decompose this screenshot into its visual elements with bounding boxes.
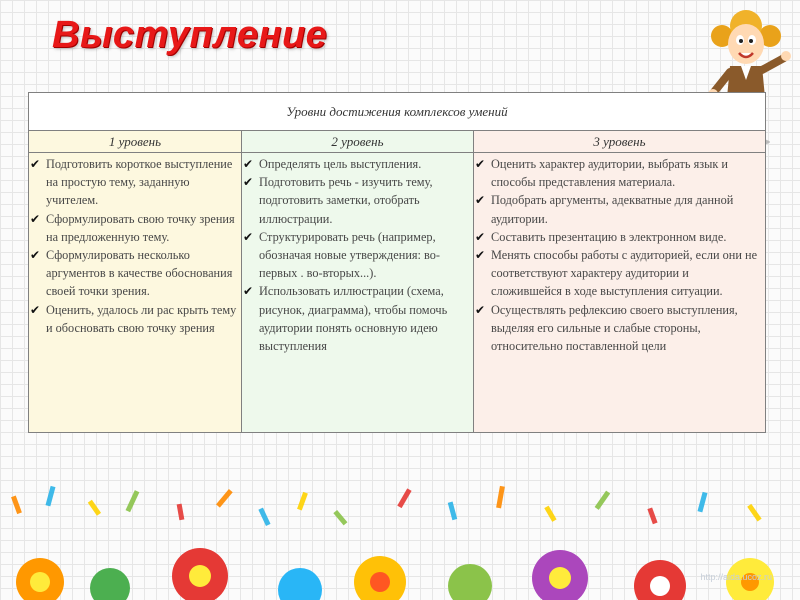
list-item — [475, 246, 761, 301]
list-item — [243, 155, 469, 173]
level-3-cell — [474, 153, 766, 433]
list-item-text: Подготовить короткое выступление на простую тему, заданную учителем. — [46, 157, 233, 208]
list-item — [243, 173, 469, 228]
list-item — [30, 210, 237, 246]
check-mark-icon: ✔ — [475, 229, 486, 244]
check-mark-icon: ✔ — [30, 211, 41, 226]
check-mark-icon: ✔ — [243, 157, 254, 171]
level-2-cell — [242, 153, 474, 433]
list-item — [30, 301, 237, 337]
page-title: Выступление — [52, 14, 328, 56]
list-item — [475, 155, 761, 191]
list-item-text: Оценить характер аудитории, выбрать язык и способы представления материала. — [491, 157, 728, 190]
table-header: Уровни достижения комплексов умений — [29, 93, 766, 131]
list-item-text: Составить презентацию в электронном виде. — [491, 229, 727, 244]
check-mark-icon: ✔ — [475, 302, 486, 317]
check-mark-icon: ✔ — [475, 157, 486, 171]
flowers-decoration — [0, 478, 800, 600]
level-1-list — [29, 153, 241, 337]
list-item-text: Определять цель выступления. — [259, 157, 422, 171]
level-2-list — [242, 153, 473, 355]
check-mark-icon: ✔ — [243, 175, 254, 190]
level-3-list — [474, 153, 765, 355]
skills-table — [28, 92, 766, 433]
check-mark-icon: ✔ — [475, 193, 486, 208]
list-item-text: Подготовить речь - изучить тему, подготовить заметки, отобрать иллюстрации. — [259, 175, 433, 226]
level-3-heading: 3 уровень — [474, 131, 766, 153]
list-item-text: Использовать иллюстрации (схема, рисунок, диаграмма), чтобы помочь аудитории понять основную идею выступления — [259, 284, 448, 354]
list-item — [475, 191, 761, 227]
list-item — [475, 301, 761, 356]
level-1-cell — [29, 153, 242, 433]
list-item-text: Подобрать аргументы, адекватные для данной аудитории. — [491, 193, 734, 226]
list-item-text: Осуществлять рефлексию своего выступления, выделяя его сильные и слабые стороны, относительно поставленной цели — [491, 302, 738, 354]
check-mark-icon: ✔ — [30, 157, 41, 171]
list-item — [30, 246, 237, 301]
list-item-text: Менять способы работы с аудиторией, если они не соответствуют характеру аудитории и сложившейся в ходе выступления ситуации. — [491, 248, 758, 299]
list-item — [475, 228, 761, 246]
list-item-text: Структурировать речь (например, обозначая новые утверждения: во-первых . во-вторых...). — [259, 229, 441, 281]
check-mark-icon: ✔ — [475, 248, 486, 263]
list-item-text: Сформулировать свою точку зрения на предложенную тему. — [46, 211, 235, 244]
level-2-heading: 2 уровень — [242, 131, 474, 153]
site-url: http://aida.ucoz.ru — [700, 572, 772, 582]
list-item — [243, 228, 469, 283]
list-item — [30, 155, 237, 210]
check-mark-icon: ✔ — [30, 302, 41, 317]
list-item-text: Сформулировать несколько аргументов в качестве обоснования своей точки зрения. — [46, 248, 233, 299]
level-1-heading: 1 уровень — [29, 131, 242, 153]
check-mark-icon: ✔ — [243, 229, 254, 244]
list-item-text: Оценить, удалось ли рас крыть тему и обосновать свою точку зрения — [46, 302, 237, 335]
list-item — [243, 282, 469, 355]
check-mark-icon: ✔ — [243, 284, 254, 299]
check-mark-icon: ✔ — [30, 248, 41, 263]
